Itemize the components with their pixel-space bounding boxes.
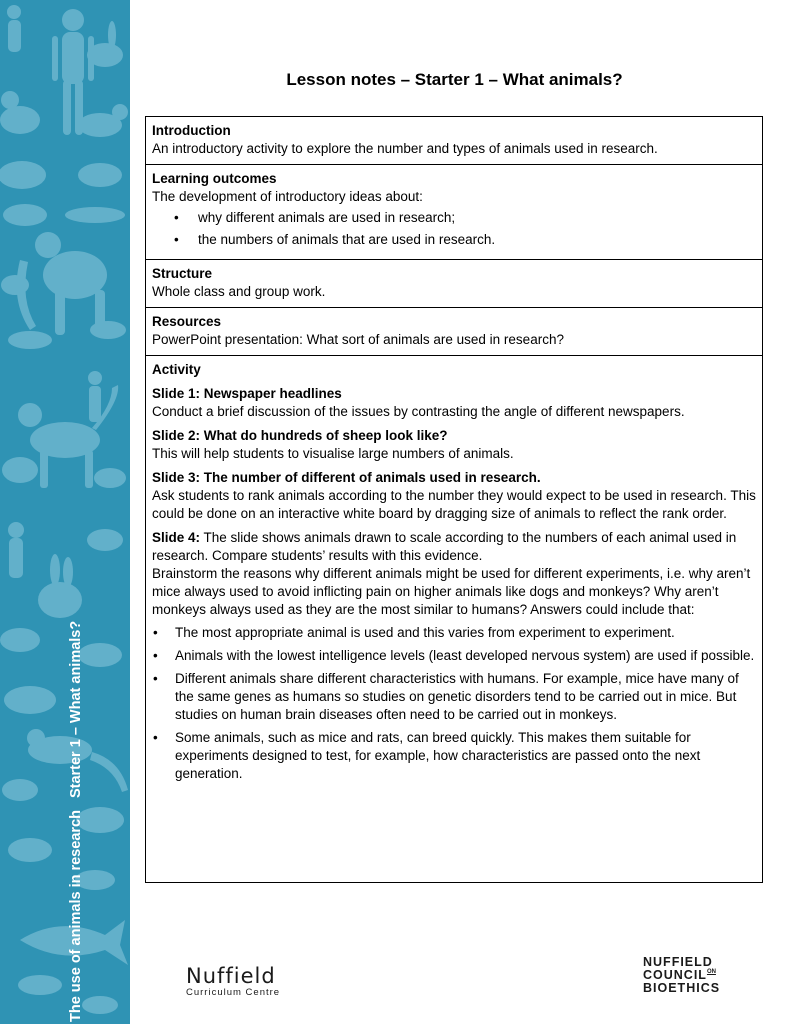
page-title: Lesson notes – Starter 1 – What animals? (286, 70, 623, 89)
learning-outcomes-list (152, 209, 756, 249)
sidebar-vertical-text (68, 621, 84, 1022)
learning-outcomes-section (146, 165, 762, 260)
slide-1-block (152, 385, 756, 421)
list-item: • Animals with the lowest intelligence levels (least developed nervous system) are used if possible. (152, 647, 756, 665)
learning-outcomes-heading: Learning outcomes (152, 171, 277, 186)
list-item: • the numbers of animals that are used in research. (152, 231, 756, 249)
ncob-logo-line3: BIOETHICS (643, 981, 721, 995)
structure-heading: Structure (152, 266, 213, 281)
structure-section (146, 260, 762, 308)
resources-heading: Resources (152, 314, 222, 329)
nuffield-curriculum-centre-logo (186, 964, 280, 998)
list-item: • Some animals, such as mice and rats, can breed quickly. This makes them suitable for experiments designed to test, for example, how characteristics are passed onto the next generation. (152, 729, 756, 783)
slide-4-text: The slide shows animals drawn to scale according to the numbers of each animal used in research. Compare students’ results with this evidence. (152, 530, 737, 563)
slide-1-text: Conduct a brief discussion of the issues by contrasting the angle of different newspapers. (152, 404, 685, 419)
slide-3-block (152, 469, 756, 523)
activity-section (146, 356, 762, 794)
introduction-heading: Introduction (152, 123, 231, 138)
animal-silhouettes-illustration (0, 0, 130, 1024)
nuffield-logo-main: Nuffield (186, 964, 276, 988)
nuffield-logo-sub: Curriculum Centre (186, 987, 281, 998)
slide-1-heading: Slide 1: Newspaper headlines (152, 386, 342, 401)
slide-3-text: Ask students to rank animals according to the number they would expect to be used in research. This could be done on an interactive white board by dragging size of animals to reflect the rank order. (152, 488, 756, 521)
sidebar-text-starter: Starter 1 – What animals? (68, 620, 84, 799)
ncob-logo-line2: COUNCIL (643, 968, 707, 982)
nuffield-council-bioethics-logo (643, 956, 720, 995)
introduction-text: An introductory activity to explore the number and types of animals used in research. (152, 141, 658, 156)
activity-heading: Activity (152, 362, 201, 377)
introduction-section (146, 117, 762, 165)
list-item: • Different animals share different characteristics with humans. For example, mice have many of the same genes as humans so studies on genetic disorders tend to be carried out in mice. But studies on human brain diseases often need to be carried out in monkeys. (152, 670, 756, 724)
slide-2-text: This will help students to visualise large numbers of animals. (152, 446, 514, 461)
answers-list (152, 624, 756, 783)
slide-3-heading: Slide 3: The number of different of animals used in research. (152, 470, 541, 485)
resources-text: PowerPoint presentation: What sort of animals are used in research? (152, 332, 564, 347)
resources-section (146, 308, 762, 356)
slide-4-heading: Slide 4: (152, 530, 201, 545)
slide-4-paragraph (152, 529, 756, 565)
slide-2-block (152, 427, 756, 463)
slide-2-heading: Slide 2: What do hundreds of sheep look like? (152, 428, 448, 443)
slide-4-block (152, 529, 756, 565)
structure-text: Whole class and group work. (152, 284, 326, 299)
list-item: • why different animals are used in research; (152, 209, 756, 227)
ncob-logo-line1: NUFFIELD (643, 955, 713, 969)
lesson-notes-table (145, 116, 763, 883)
sidebar-banner (0, 0, 130, 1024)
list-item: • The most appropriate animal is used and this varies from experiment to experiment. (152, 624, 756, 642)
sidebar-text-course: The use of animals in research (68, 810, 84, 1022)
ncob-logo-on: ON (706, 969, 716, 975)
learning-outcomes-text: The development of introductory ideas about: (152, 189, 423, 204)
brainstorm-text: Brainstorm the reasons why different animals might be used for different experiments, i.e. why aren’t mice always used to avoid inflicting pain on higher animals like dogs and monkeys? Why aren’t monkeys always used as they are the most similar to humans? Answers could include that: (152, 566, 751, 617)
